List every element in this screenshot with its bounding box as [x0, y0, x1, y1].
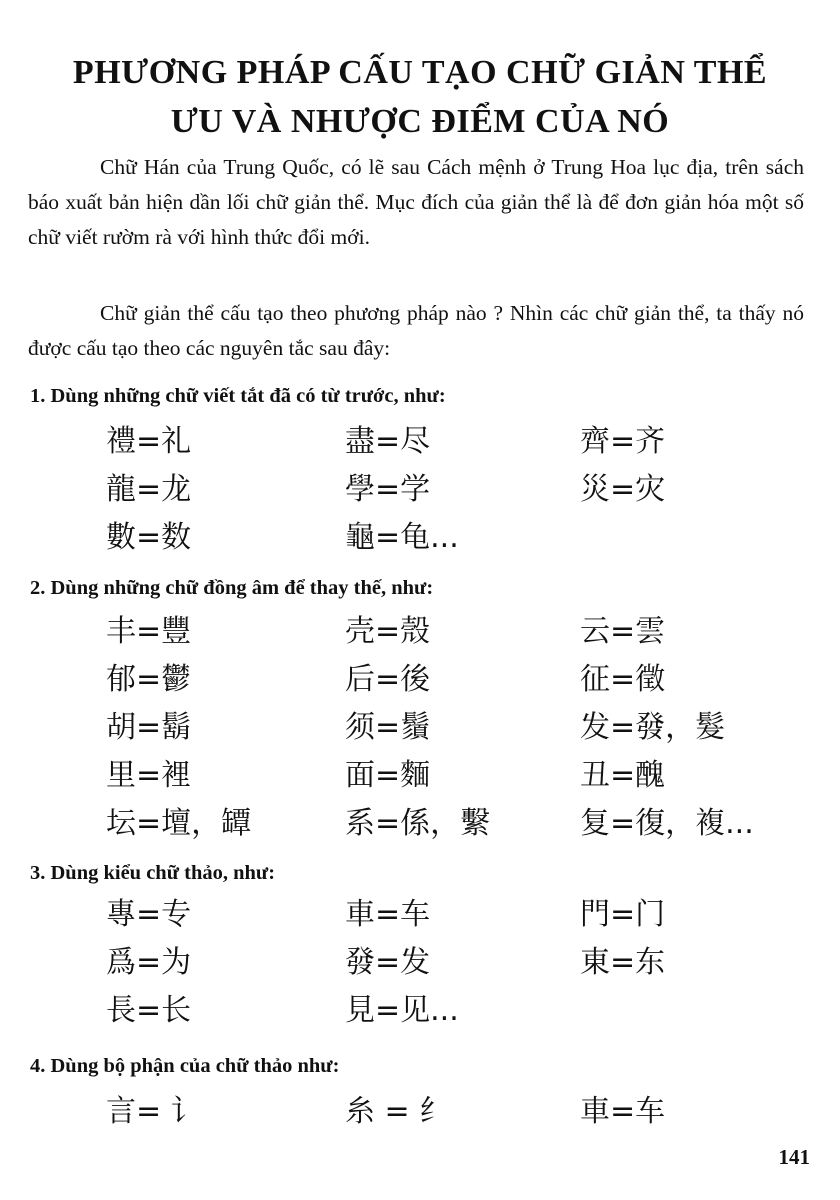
- page-title-line-1: PHƯƠNG PHÁP CẤU TẠO CHỮ GIẢN THỂ: [72, 54, 768, 91]
- section-1-heading: 1. Dùng những chữ viết tắt đã có từ trước, như:: [30, 385, 446, 407]
- paragraph-text: Chữ giản thể cấu tạo theo phương pháp nào ? Nhìn các chữ giản thể, ta thấy nó được cấu tạo theo các nguyên tắc sau đây:: [28, 301, 804, 360]
- example-pair: 龜=龟...: [345, 520, 459, 555]
- example-pair: 車=车: [345, 897, 431, 932]
- example-pair: 東=东: [580, 945, 666, 980]
- example-row: [0, 420, 840, 464]
- example-pair: 禮=礼: [106, 424, 192, 459]
- example-row: [0, 1090, 840, 1134]
- example-pair: 云=雲: [580, 614, 666, 649]
- example-row: [0, 802, 840, 846]
- example-pair: 數=数: [106, 520, 192, 555]
- example-pair: 糸 = 纟: [345, 1094, 450, 1129]
- page-number: 141: [778, 1145, 810, 1169]
- paragraph-text: Chữ Hán của Trung Quốc, có lẽ sau Cách mệnh ở Trung Hoa lục địa, trên sách báo xuất bản hiện dần lối chữ giản thể. Mục đích của giản thể là để đơn giản hóa một số chữ viết rườm rà với hình thức đổi mới.: [28, 155, 804, 249]
- example-pair: 面=麵: [345, 758, 431, 793]
- example-pair: 坛=壇，罈: [106, 806, 252, 841]
- example-pair: 里=裡: [106, 758, 192, 793]
- example-row: [0, 754, 840, 798]
- intro-paragraph: [28, 150, 804, 255]
- example-pair: 胡=鬍: [106, 710, 192, 745]
- example-pair: 發=发: [345, 945, 431, 980]
- example-pair: 丰=豐: [106, 614, 192, 649]
- example-pair: 見=见...: [345, 993, 459, 1028]
- example-row: [0, 610, 840, 654]
- example-pair: 系=係，繫: [345, 806, 491, 841]
- example-pair: 郁=鬱: [106, 662, 192, 697]
- example-pair: 后=後: [345, 662, 431, 697]
- page-title-line-2: ƯU VÀ NHƯỢC ĐIỂM CỦA NÓ: [170, 103, 670, 140]
- example-pair: 龍=龙: [106, 472, 192, 507]
- example-pair: 须=鬚: [345, 710, 431, 745]
- example-pair: 門=门: [580, 897, 666, 932]
- example-pair: 壳=殼: [345, 614, 431, 649]
- example-row: [0, 516, 840, 560]
- example-row: [0, 989, 840, 1033]
- question-paragraph: [28, 296, 804, 366]
- example-pair: 丑=醜: [580, 758, 666, 793]
- example-row: [0, 893, 840, 937]
- example-pair: 言= 讠: [106, 1094, 201, 1129]
- example-row: [0, 706, 840, 750]
- example-pair: 長=长: [106, 993, 192, 1028]
- section-4-heading: 4. Dùng bộ phận của chữ thảo như:: [30, 1055, 340, 1077]
- example-pair: 征=徵: [580, 662, 666, 697]
- example-pair: 盡=尽: [345, 424, 431, 459]
- example-row: [0, 941, 840, 985]
- example-pair: 車=车: [580, 1094, 666, 1129]
- example-row: [0, 658, 840, 702]
- example-pair: 齊=齐: [580, 424, 666, 459]
- section-2-heading: 2. Dùng những chữ đồng âm để thay thế, như:: [30, 577, 434, 599]
- example-pair: 學=学: [345, 472, 431, 507]
- example-pair: 專=专: [106, 897, 192, 932]
- example-pair: 发=發，髮: [580, 710, 726, 745]
- example-pair: 爲=为: [106, 945, 192, 980]
- example-pair: 災=灾: [580, 472, 666, 507]
- section-3-heading: 3. Dùng kiểu chữ thảo, như:: [30, 862, 276, 884]
- example-pair: 复=復，複...: [580, 806, 754, 841]
- example-row: [0, 468, 840, 512]
